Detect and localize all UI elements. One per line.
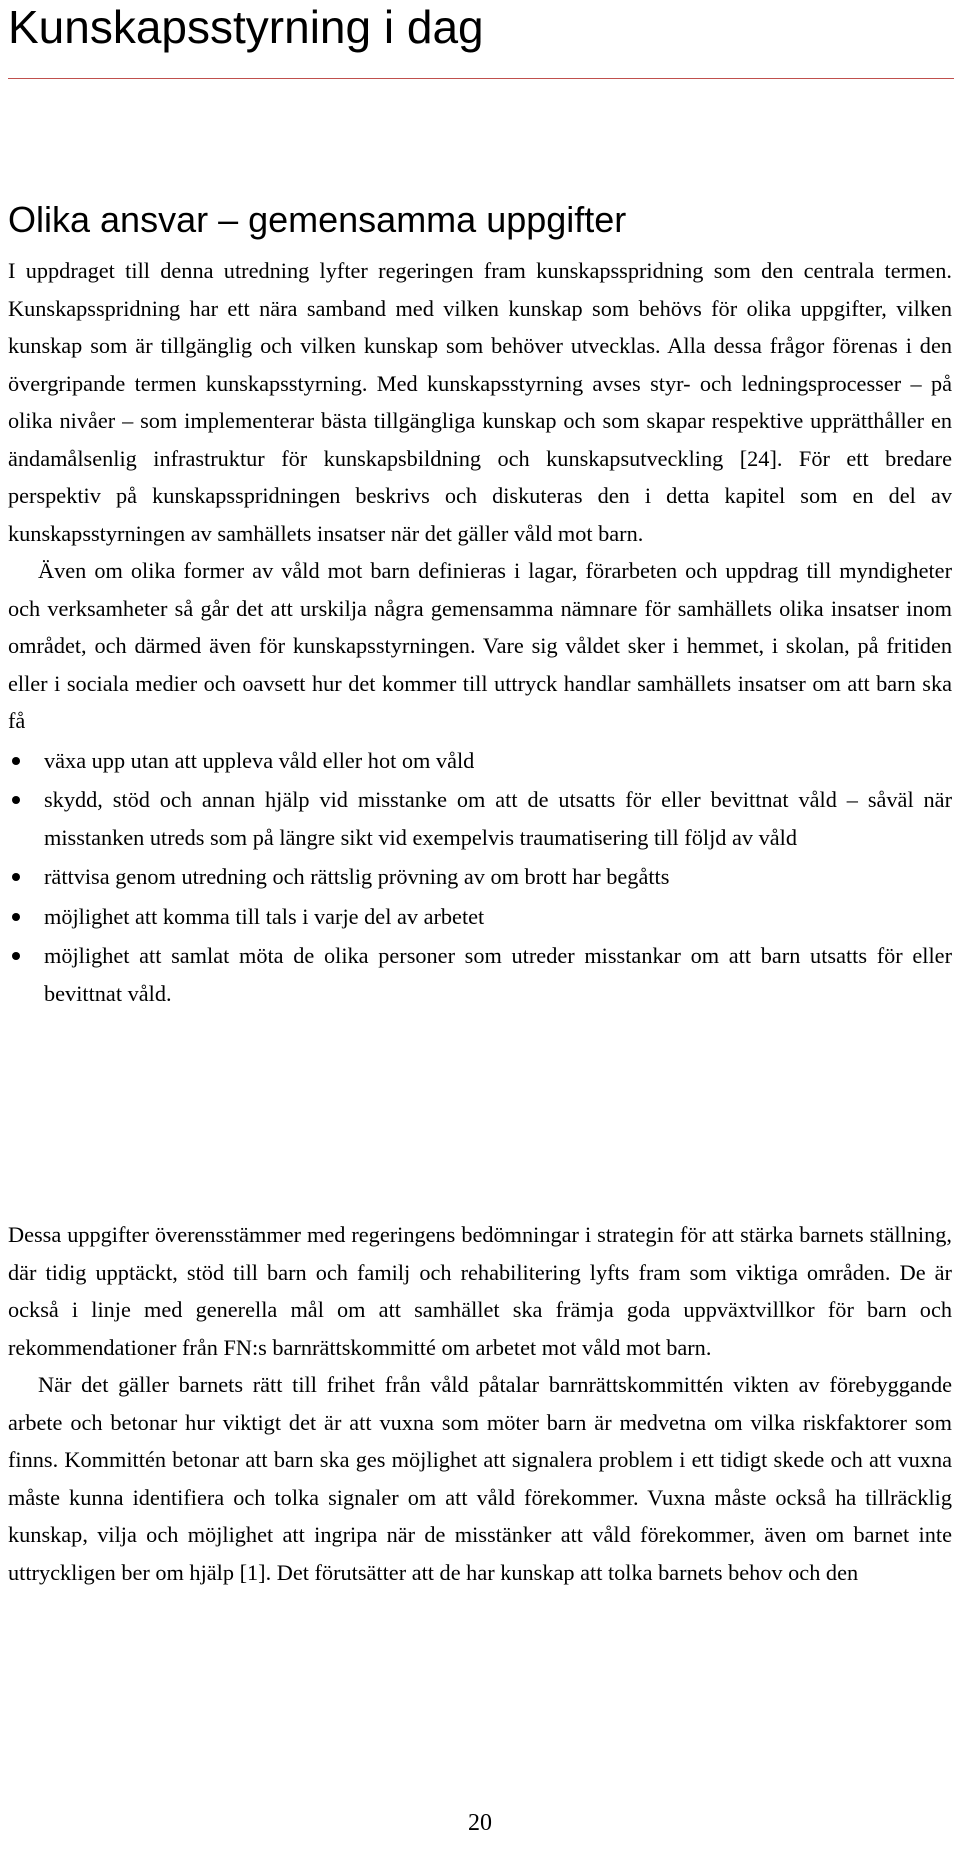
bullet-icon [12,873,20,881]
title-divider [8,78,954,79]
paragraph: Dessa uppgifter överensstämmer med regeringens bedömningar i strategin för att stärka barnets ställning, där tidig upptäckt, stöd till barn och familj och rehabilitering lyfts fram som viktiga områden. De är också i linje med generella mål om att samhället ska främja goda uppväxtvillkor för barn och rekommendationer från FN:s barnrättskommitté om arbetet mot våld mot barn. [8,1222,952,1360]
list-item-text: växa upp utan att uppleva våld eller hot om våld [44,747,475,773]
body-text-bottom [8,1216,952,1591]
list-item [8,781,952,856]
page-number: 20 [468,1810,492,1836]
paragraph: Även om olika former av våld mot barn definieras i lagar, förarbeten och uppdrag till myndigheter och verksamheter så går det att urskilja några gemensamma nämnare för samhällets olika insatser inom området, och därmed även för kunskapsstyrningen. Vare sig våldet sker i hemmet, i skolan, på fritiden eller i sociala medier och oavsett hur det kommer till uttryck handlar samhällets insatser om att barn ska få [8,558,952,733]
body-text-top [8,252,952,1012]
bullet-icon [12,913,20,921]
list-item-text: möjlighet att samlat möta de olika personer som utreder misstankar om att barn utsatts för eller bevittnat våld. [44,943,952,1006]
list-item [8,937,952,1012]
bullet-icon [12,796,20,804]
bullet-list [8,742,952,1013]
list-item-text: möjlighet att komma till tals i varje del av arbetet [44,903,485,929]
list-item-text: rättvisa genom utredning och rättslig prövning av om brott har begåtts [44,864,670,889]
paragraph: I uppdraget till denna utredning lyfter regeringen fram kunskapsspridning som den centrala termen. Kunskapsspridning har ett nära samband med vilken kunskap som behövs för olika uppgifter, vilken kunskap som är tillgänglig och vilken kunskap som behöver utvecklas. Alla dessa frågor förenas i den övergripande termen kunskapsstyrning. Med kunskapsstyrning avses styr- och ledningsprocesser – på olika nivåer – som implementerar bästa tillgängliga kunskap och som skapar respektive upprätthåller en ändamålsenlig infrastruktur för kunskapsbildning och kunskapsutveckling [24]. För ett bredare perspektiv på kunskapsspridningen beskrivs och diskuteras den i detta kapitel som en del av kunskapsstyrningen av samhällets insatser när det gäller våld mot barn. [8,258,952,546]
list-item [8,742,952,780]
bullet-icon [12,952,20,960]
list-item [8,898,952,936]
list-item-text: skydd, stöd och annan hjälp vid misstanke om att de utsatts för eller bevittnat våld – såväl när misstanken utreds som på längre sikt vid exempelvis traumatisering till följd av våld [44,787,952,850]
section-title: Olika ansvar – gemensamma uppgifter [8,199,627,240]
paragraph: När det gäller barnets rätt till frihet från våld påtalar barnrättskommittén vikten av förebyggande arbete och betonar hur viktigt det är att vuxna som möter barn är medvetna om vilka riskfaktorer som finns. Kommittén betonar att barn ska ges möjlighet att signalera problem i ett tidigt skede och att vuxna måste kunna identifiera och tolka signaler om att våld förekommer. Vuxna måste också ha tillräcklig kunskap, vilja och möjlighet att ingripa när de misstänker att våld förekommer, även om barnet inte uttryckligen ber om hjälp [1]. Det förutsätter att de har kunskap att tolka barnets behov och den [8,1372,952,1585]
bullet-icon [12,757,20,765]
list-item [8,858,952,896]
chapter-title: Kunskapsstyrning i dag [8,1,484,53]
